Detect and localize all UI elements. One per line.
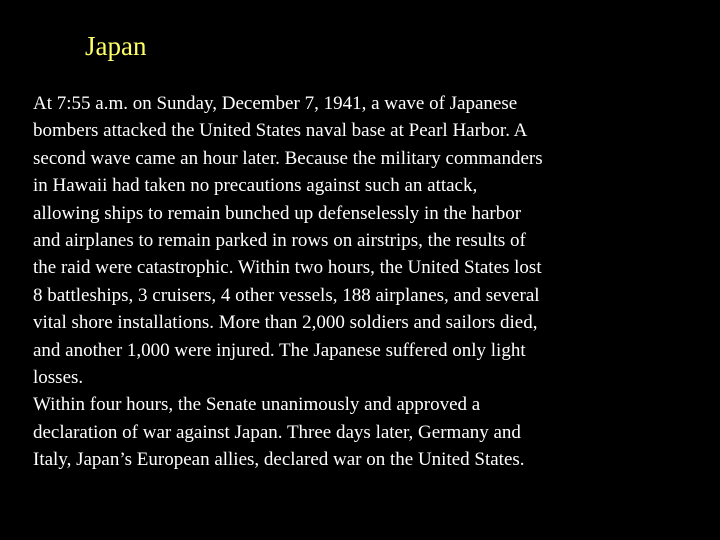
body-line: and another 1,000 were injured. The Japanese suffered only light	[33, 339, 526, 361]
body-line: second wave came an hour later. Because the military commanders	[33, 147, 543, 169]
body-line: allowing ships to remain bunched up defenselessly in the harbor	[33, 202, 522, 224]
body-line: Italy, Japan’s European allies, declared war on the United States.	[33, 449, 525, 471]
body-line: At 7:55 a.m. on Sunday, December 7, 1941, a wave of Japanese	[33, 93, 518, 114]
body-line: and airplanes to remain parked in rows on airstrips, the results of	[33, 230, 526, 252]
body-line: in Hawaii had taken no precautions against such an attack,	[33, 175, 478, 197]
body-line: vital shore installations. More than 2,000 soldiers and sailors died,	[33, 312, 538, 334]
body-line: declaration of war against Japan. Three days later, Germany and	[33, 421, 521, 443]
body-line: bombers attacked the United States naval base at Pearl Harbor. A	[33, 120, 528, 142]
slide-body-text	[33, 90, 703, 474]
body-line: 8 battleships, 3 cruisers, 4 other vessels, 188 airplanes, and several	[33, 284, 540, 306]
body-line: losses.	[33, 367, 84, 389]
body-line: the raid were catastrophic. Within two hours, the United States lost	[33, 257, 542, 279]
body-line: Within four hours, the Senate unanimously and approved a	[33, 394, 481, 416]
slide-title: Japan	[85, 31, 147, 61]
